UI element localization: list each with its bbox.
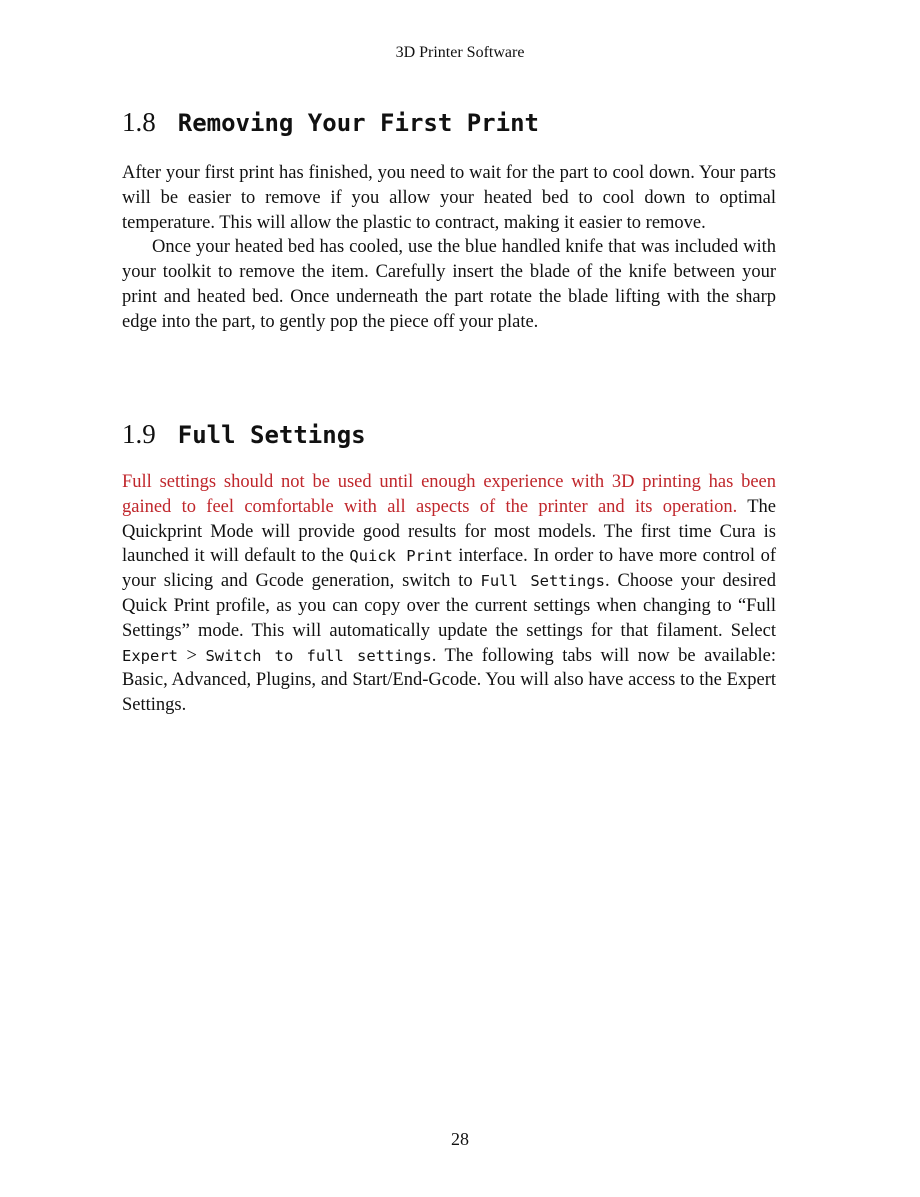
- inline-code: Expert: [122, 646, 178, 665]
- body-text: interface. In order to have more control of your slicing and Gcode generation, switch to: [122, 546, 777, 592]
- running-header: 3D Printer Software: [395, 44, 525, 61]
- warning-text: Full settings should not be used until enough experience with 3D printing has been gained to feel comfortable with all aspects of the printer and its operation.: [122, 472, 776, 517]
- body-text: The Quickprint Mode will provide good results for most models. The first time Cura is launched it will default to the: [122, 496, 776, 567]
- paragraph: After your first print has finished, you need to wait for the part to cool down. Your parts will be easier to remove if you allow your heated bed to cool down to optimal temperature. This will allow the plastic to contract, making it easier to remove.: [122, 163, 776, 233]
- section-title: Removing Your First Print: [177, 109, 539, 137]
- page-number: 28: [451, 1129, 469, 1149]
- section-heading: [122, 106, 776, 139]
- section-removing-first-print: [122, 106, 776, 335]
- section-title: Full Settings: [177, 421, 366, 449]
- section-number: 1.9: [122, 419, 156, 449]
- body-text: . The following tabs will now be available: Basic, Advanced, Plugins, and Start/End-Gcode. You will also have access to the Expert Settings.: [122, 645, 776, 716]
- inline-code: Quick Print: [349, 547, 453, 566]
- body-text: >: [178, 645, 206, 666]
- inline-code: Switch to full settings: [205, 646, 432, 665]
- section-full-settings: [122, 418, 776, 718]
- paragraph: Once your heated bed has cooled, use the blue handled knife that was included with your toolkit to remove the item. Carefully insert the blade of the knife between your print and heated bed. Once underneath the part rotate the blade lifting with the sharp edge into the part, to gently pop the piece off your plate.: [122, 237, 776, 332]
- paragraph: [122, 470, 776, 718]
- inline-code: Full Settings: [480, 572, 606, 591]
- body-text: . Choose your desired Quick Print profile, as you can copy over the current settings when changing to “Full Settings” mode. This will automatically update the settings for that filament. Select: [122, 571, 776, 641]
- section-heading: [122, 418, 776, 451]
- section-number: 1.8: [122, 107, 156, 137]
